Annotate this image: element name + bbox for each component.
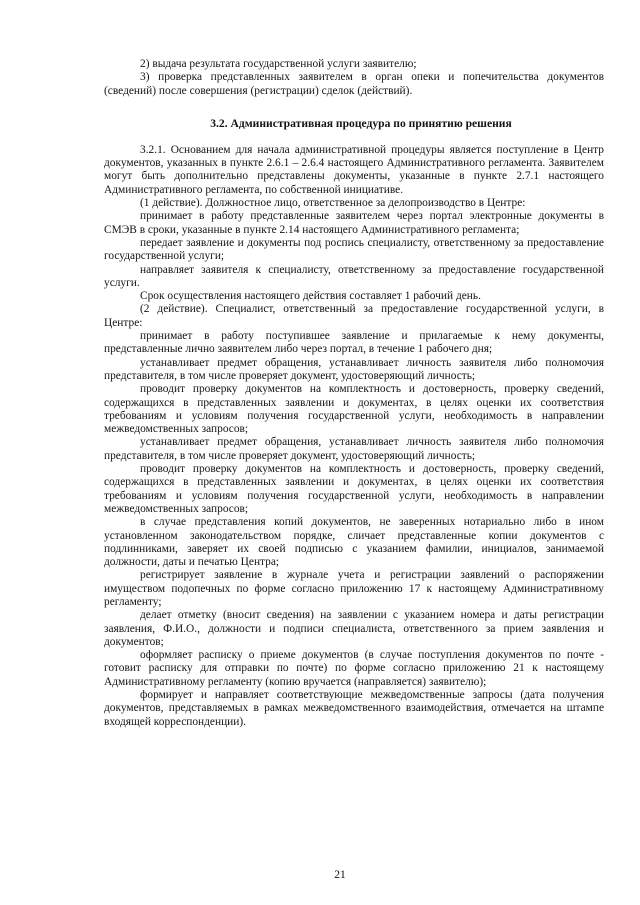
paragraph-directs: направляет заявителя к специалисту, ответственному за предоставление государственной услуги.	[104, 263, 604, 289]
paragraph-transfers: передает заявление и документы под роспись специалисту, ответственному за предоставление государственной услуги;	[104, 236, 604, 263]
paragraph-requests: формирует и направляет соответствующие межведомственные запросы (дата получения документов, представляемых в рамках межведомственного взаимодействия, отмечается на штампе входящей корреспонденции).	[104, 689, 604, 728]
paragraph-copies: в случае представления копий документов, не заверенных нотариально либо в ином установленном законодательством порядке, сличает представленные копии документов с подлинниками, заверяет их своей подписью с указанием фамилии, инициалов, занимаемой должности, даты и печатью Центра;	[104, 516, 604, 569]
intro-item-3: 3) проверка представленных заявителем в орган опеки и попечительства документов (сведений) после совершения (регистрации) сделок (действий).	[104, 71, 604, 97]
section-title: 3.2. Административная процедура по принятию решения	[210, 116, 512, 130]
paragraph-action-1: (1 действие). Должностное лицо, ответственное за делопроизводство в Центре:	[140, 197, 526, 210]
paragraph-checks-1: проводит проверку документов на комплектность и достоверность, проверку сведений, содержащихся в представленных заявлении и документах, в целях оценки их соответствия требованиям и условиям получения государственной услуги, необходимость в направлении межведомственных запросов;	[104, 383, 604, 436]
paragraph-establishes-2: устанавливает предмет обращения, устанавливает личность заявителя либо полномочия представителя, в том числе проверяет документ, удостоверяющий личность;	[104, 436, 604, 462]
paragraph-term: Срок осуществления настоящего действия составляет 1 рабочий день.	[140, 290, 481, 303]
page-number: 21	[334, 869, 346, 881]
paragraph-action-2: (2 действие). Специалист, ответственный за предоставление государственной услуги, в Центре:	[104, 303, 604, 329]
paragraph-receipt: оформляет расписку о приеме документов (в случае поступления документов по почте - готовит расписку для отправки по почте) по форме согласно приложению 21 к настоящему Административному регламенту (копию вручается (направляется) заявителю);	[104, 649, 604, 688]
paragraph-registers: регистрирует заявление в журнале учета и регистрации заявлений о распоряжении имуществом подопечных по форме согласно приложению 17 к настоящему Административному регламенту;	[104, 569, 604, 608]
paragraph-accepts-electronic: принимает в работу представленные заявителем через портал электронные документы в СМЭВ в сроки, указанные в пункте 2.14 настоящего Административного регламента;	[104, 210, 604, 236]
section-body	[104, 144, 604, 729]
intro-item-2: 2) выдача результата государственной услуги заявителю;	[140, 58, 417, 70]
paragraph-marks: делает отметку (вносит сведения) на заявлении с указанием номера и даты регистрации заявления, Ф.И.О., должности и подписи специалиста, ответственного за прием заявления и документов;	[104, 609, 604, 648]
paragraph-establishes-1: устанавливает предмет обращения, устанавливает личность заявителя либо полномочия представителя, в том числе проверяет документ, удостоверяющий личность;	[104, 356, 604, 382]
paragraph-basis: 3.2.1. Основанием для начала административной процедуры является поступление в Центр документов, указанных в пункте 2.6.1 – 2.6.4 настоящего Административного регламента. Заявителем могут быть дополнительно представлены документы, указанные в пункте 2.7.1 настоящего Административного регламента, по собственной инициативе.	[104, 143, 604, 196]
paragraph-checks-2: проводит проверку документов на комплектность и достоверность, проверку сведений, содержащихся в представленных заявлении и документах, в целях оценки их соответствия требованиям и условиям получения государственной услуги, необходимость в направлении межведомственных запросов;	[104, 463, 604, 515]
paragraph-accepts-application: принимает в работу поступившее заявление и прилагаемые к нему документы, представленные лично заявителем либо через портал, в течение 1 рабочего дня;	[104, 330, 604, 356]
